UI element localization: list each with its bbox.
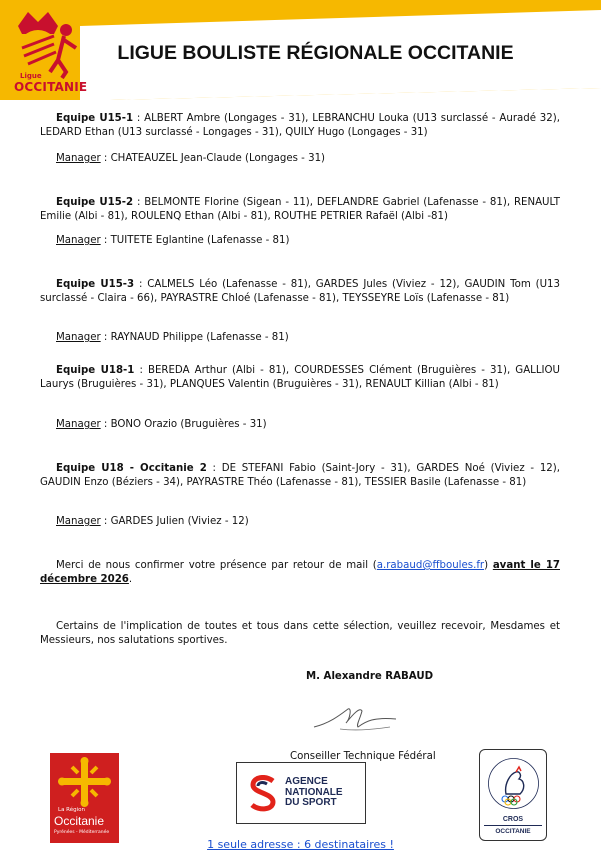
agence-line-1: AGENCE — [285, 776, 328, 787]
region-occitanie-logo — [50, 753, 119, 843]
signature-icon — [310, 697, 400, 737]
team-paragraph — [40, 462, 560, 491]
team-members: : ALBERT Ambre (Longages - 31), LEBRANCHU Louka (U13 surclassé - Auradé 32), LEDARD Ethan (U13 surclassé - Longages - 31), QUILY Hugo (Longages - 31) — [40, 113, 560, 139]
ans-s-icon — [247, 775, 279, 813]
confirm-text-end: . — [128, 574, 133, 586]
team-members: : BEREDA Arthur (Albi - 81), COURDESSES Clément (Bruguières - 31), GALLIOU Laurys (Bruguières - 31), PLANQUES Valentin (Bruguières - 31), RENAULT Killian (Albi - 81) — [40, 365, 561, 391]
page-title: LIGUE BOULISTE RÉGIONALE OCCITANIE — [117, 42, 514, 64]
cros-title: CROS — [502, 816, 524, 823]
rooster-olympic-icon — [486, 756, 541, 811]
confirm-text-mid: ) — [484, 560, 493, 571]
occitan-cross-icon — [50, 753, 119, 811]
region-caption-small: La Région — [58, 807, 86, 813]
email-link[interactable]: a.rabaud@ffboules.fr — [376, 560, 485, 571]
confirm-text: Merci de nous confirmer votre présence par retour de mail ( — [56, 560, 377, 571]
agence-line-3: DU SPORT — [285, 797, 337, 808]
manager-name: : RAYNAUD Philippe (Lafenasse - 81) — [100, 332, 289, 343]
logo-caption: OCCITANIE — [14, 80, 88, 94]
closing-paragraph: Certains de l'implication de toutes et tous dans cette sélection, veuillez recevoir, Mesdames et Messieurs, nos salutations sportives. — [40, 621, 560, 647]
team-paragraph — [40, 112, 560, 141]
manager-label: Manager — [56, 516, 101, 527]
manager-label: Manager — [56, 153, 101, 164]
deadline-text: avant le 17 décembre 2026 — [40, 560, 560, 586]
footer-link[interactable]: 1 seule adresse : 6 destinataires ! — [207, 838, 394, 851]
manager-label: Manager — [56, 235, 101, 246]
region-subcaption: Pyrénées - Méditerranée — [54, 830, 110, 835]
team-paragraph — [40, 196, 560, 225]
team-members: : DE STEFANI Fabio (Saint-Jory - 31), GARDES Noé (Viviez - 12), GAUDIN Enzo (Béziers - 34), PAYRASTRE Théo (Lafenasse - 81), TESSIER Basile (Lafenasse - 81) — [40, 463, 561, 489]
confirmation-paragraph — [40, 559, 560, 588]
agence-nationale-sport-logo — [236, 762, 366, 824]
agence-line-2: NATIONALE — [285, 786, 343, 798]
manager-name: : TUITETE Eglantine (Lafenasse - 81) — [100, 235, 290, 246]
page-header — [0, 0, 601, 100]
team-label: Equipe U18-1 — [56, 365, 135, 376]
logo-caption-small: Ligue — [20, 72, 42, 80]
signatory-role: Conseiller Technique Fédéral — [290, 751, 436, 762]
manager-line — [56, 152, 325, 166]
manager-name: : BONO Orazio (Bruguières - 31) — [100, 419, 267, 430]
team-label: Equipe U18 - Occitanie 2 — [56, 463, 207, 474]
team-label: Equipe U15-3 — [56, 279, 135, 290]
cros-subtitle: OCCITANIE — [495, 828, 531, 835]
manager-label: Manager — [56, 419, 101, 430]
manager-line — [56, 515, 249, 529]
manager-name: : GARDES Julien (Viviez - 12) — [100, 516, 249, 527]
team-members: : BELMONTE Florine (Sigean - 11), DEFLANDRE Gabriel (Lafenasse - 81), RENAULT Emilie (Albi - 81), ROULENQ Ethan (Albi - 81), ROUTHE PETRIER Rafaël (Albi -81) — [40, 197, 561, 223]
manager-line — [56, 418, 267, 432]
region-caption: Occitanie — [54, 814, 105, 828]
signatory-name: M. Alexandre RABAUD — [306, 671, 434, 682]
manager-name: : CHATEAUZEL Jean-Claude (Longages - 31) — [100, 153, 326, 164]
team-label: Equipe U15-2 — [56, 197, 134, 208]
manager-line — [56, 234, 289, 248]
team-label: Equipe U15-1 — [56, 113, 134, 124]
team-members: : CALMELS Léo (Lafenasse - 81), GARDES Jules (Viviez - 12), GAUDIN Tom (U13 surclassé - Claira - 66), PAYRASTRE Chloé (Lafenasse - 81), TEYSSEYRE Loïs (Lafenasse - 81) — [40, 279, 560, 305]
cros-occitanie-logo — [479, 749, 547, 841]
team-paragraph — [40, 364, 560, 393]
team-paragraph — [40, 278, 560, 307]
manager-label: Manager — [56, 332, 101, 343]
manager-line — [56, 331, 289, 345]
